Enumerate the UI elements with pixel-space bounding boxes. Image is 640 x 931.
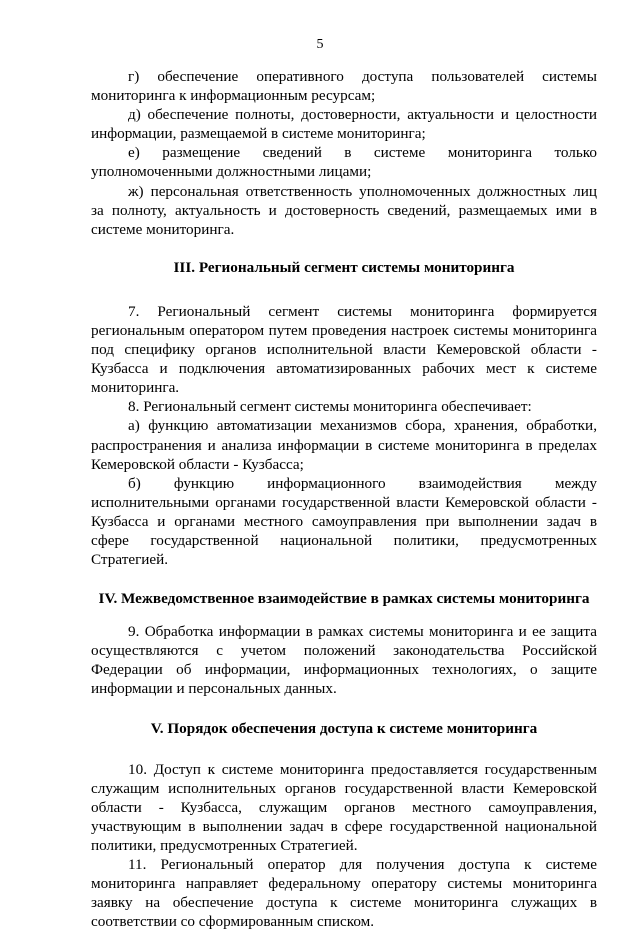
paragraph-11: 11. Региональный оператор для получения доступа к системе мониторинга направляет федеральному оператору системы мониторинга заявку на обеспечение доступа к системе мониторинга служащих в соответствии со сформированным списком. [91,856,597,931]
page-number: 5 [316,37,324,52]
paragraph-8: 8. Региональный сегмент системы мониторинга обеспечивает: [128,398,532,416]
section-heading-3: III. Региональный сегмент системы мониторинга [173,258,515,276]
paragraph-7: 7. Региональный сегмент системы мониторинга формируется региональным оператором путем проведения настроек системы мониторинга под специфику органов исполнительной власти Кемеровской области - Кузбасса и подключения автоматизированных рабочих мест к системе мониторинга. [91,302,597,397]
paragraph-9: 9. Обработка информации в рамках системы мониторинга и ее защита осуществляются с учетом положений законодательства Российской Федерации об информации, информационных технологиях, о защите информации и персональных данных. [91,623,597,698]
paragraph-item-zh: ж) персональная ответственность уполномоченных должностных лиц за полноту, актуальность и достоверность сведений, размещаемых ими в системе мониторинга. [91,182,597,238]
section-heading-4: IV. Межведомственное взаимодействие в рамках системы мониторинга [98,590,590,608]
paragraph-8-b: б) функцию информационного взаимодействия между исполнительными органами государственной власти Кемеровской области - Кузбасса и органами местного самоуправления при выполнении задач в сфере государственной национальной политики, предусмотренных Стратегией. [91,474,597,569]
paragraph-8-a: а) функцию автоматизации механизмов сбора, хранения, обработки, распространения и анализа информации в системе мониторинга в пределах Кемеровской области - Кузбасса; [91,417,597,473]
section-heading-5: V. Порядок обеспечения доступа к системе мониторинга [150,719,538,737]
paragraph-10: 10. Доступ к системе мониторинга предоставляется государственным служащим исполнительных органов государственной власти Кемеровской области - Кузбасса, служащим органов местного самоуправления, участвующим в выполнении задач в сфере государственной национальной политики, предусмотренных Стратегией. [91,760,597,854]
paragraph-item-e: е) размещение сведений в системе мониторинга только уполномоченными должностными лицами; [91,144,597,181]
paragraph-item-d: д) обеспечение полноты, достоверности, актуальности и целостности информации, размещаемой в системе мониторинга; [91,106,597,143]
paragraph-item-g: г) обеспечение оперативного доступа пользователей системы мониторинга к информационным ресурсам; [91,68,597,105]
document-body [91,67,597,931]
